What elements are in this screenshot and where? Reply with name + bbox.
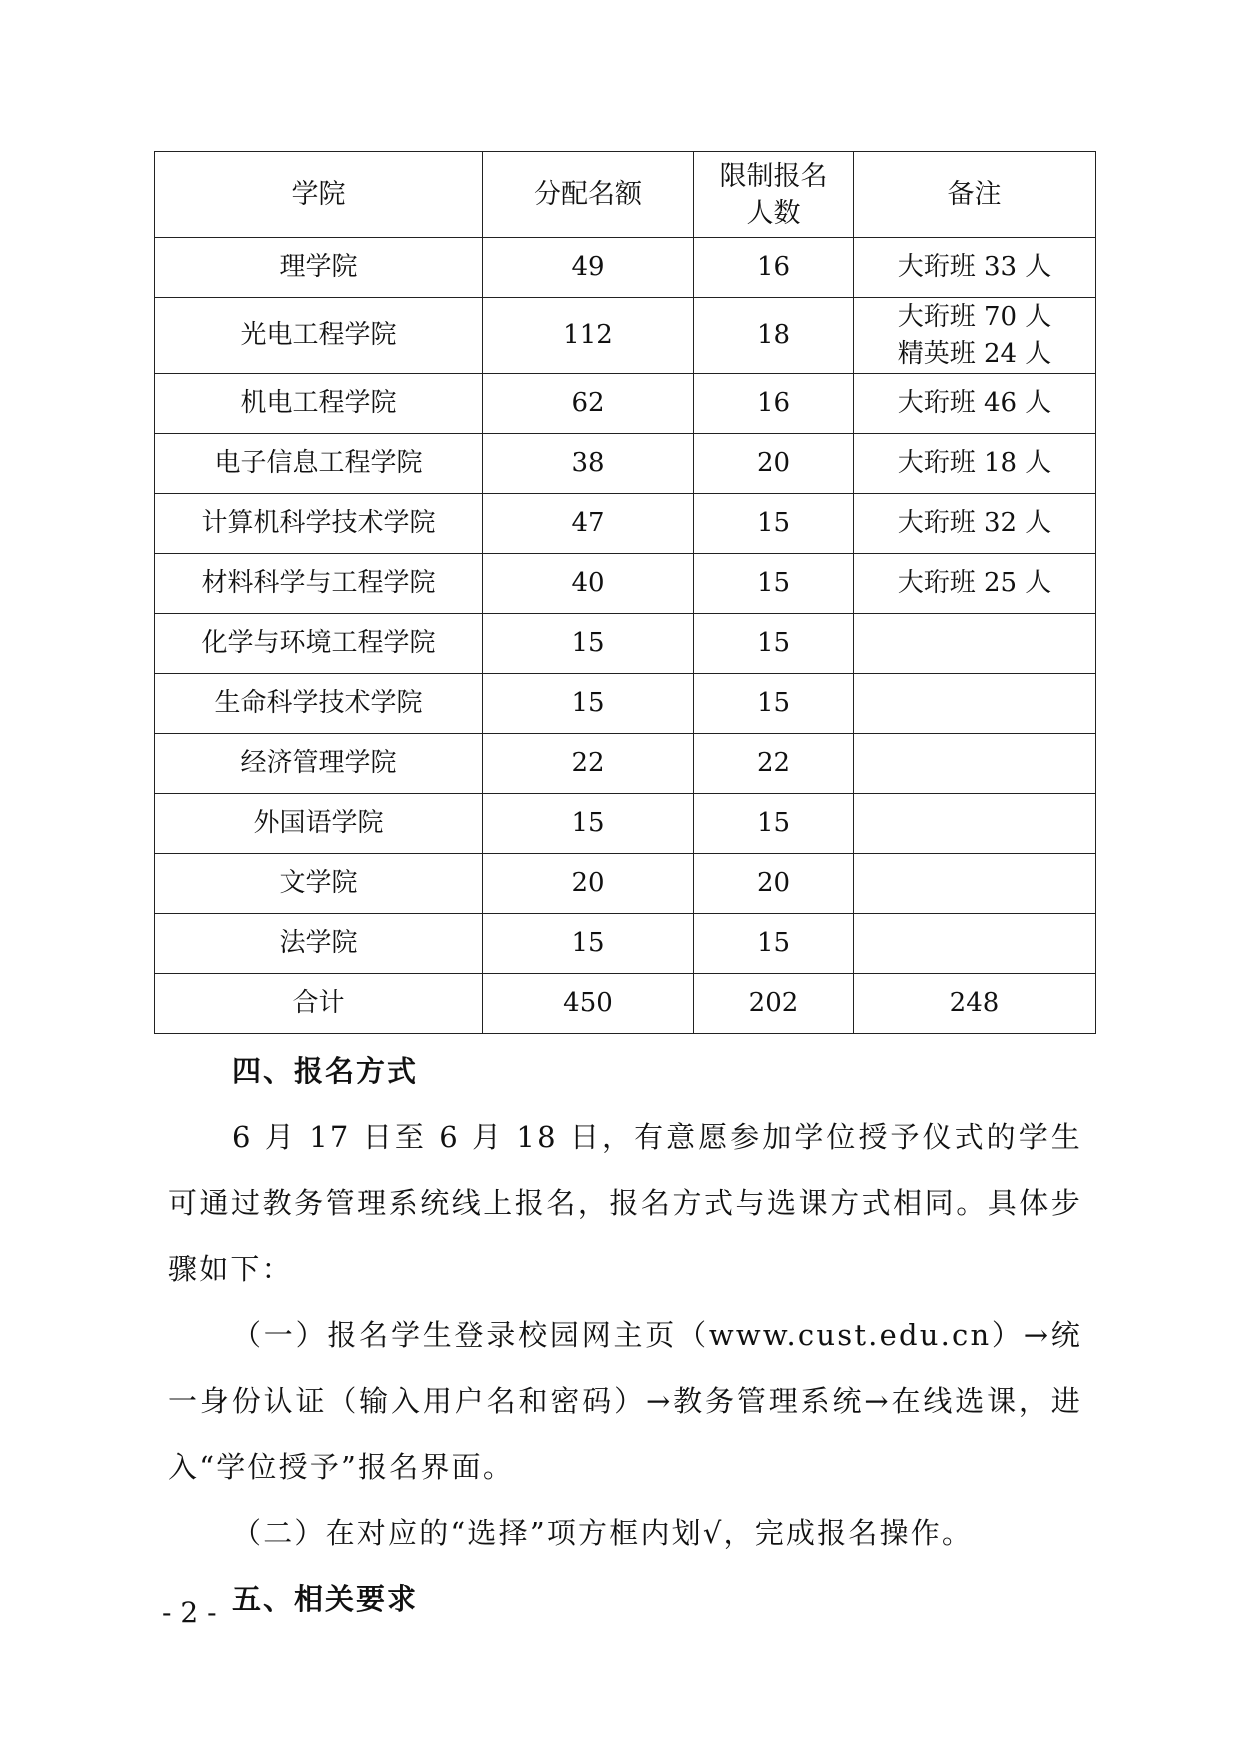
- limit-cell: 15: [694, 794, 854, 854]
- note-cell: 大珩班 18 人: [854, 434, 1096, 494]
- limit-cell: 15: [694, 614, 854, 674]
- limit-cell: 18: [694, 298, 854, 374]
- quota-cell: 47: [483, 494, 694, 554]
- note-cell: [854, 854, 1096, 914]
- college-cell: 电子信息工程学院: [155, 434, 483, 494]
- quota-cell: 20: [483, 854, 694, 914]
- table-row: [155, 794, 1096, 854]
- header-college: 学院: [155, 152, 483, 238]
- table-row: [155, 674, 1096, 734]
- limit-cell: 16: [694, 374, 854, 434]
- limit-cell: 20: [694, 434, 854, 494]
- step-two-paragraph: （二）在对应的“选择”项方框内划√，完成报名操作。: [232, 1516, 974, 1550]
- total-label-cell: 合计: [155, 974, 483, 1034]
- note-cell: [854, 674, 1096, 734]
- note-cell: [854, 914, 1096, 974]
- document-body: [168, 1038, 1082, 1632]
- quota-cell: 15: [483, 674, 694, 734]
- college-cell: 理学院: [155, 238, 483, 298]
- step-one-paragraph: （一）报名学生登录校园网主页（www.cust.edu.cn）→统一身份认证（输入用户名和密码）→教务管理系统→在线选课，进入“学位授予”报名界面。: [168, 1318, 1082, 1484]
- college-cell: 材料科学与工程学院: [155, 554, 483, 614]
- header-limit: [694, 152, 854, 238]
- limit-cell: 15: [694, 674, 854, 734]
- table-row: [155, 734, 1096, 794]
- note-line1: 大珩班 70 人: [897, 301, 1052, 332]
- limit-cell: 15: [694, 554, 854, 614]
- college-cell: 法学院: [155, 914, 483, 974]
- section4-heading: 四、报名方式: [232, 1054, 419, 1088]
- total-note-cell: 248: [854, 974, 1096, 1034]
- note-cell: 大珩班 25 人: [854, 554, 1096, 614]
- limit-cell: 15: [694, 494, 854, 554]
- table-header-row: [155, 152, 1096, 238]
- page-number: - 2 -: [162, 1596, 217, 1629]
- section4-paragraph: 6 月 17 日至 6 月 18 日，有意愿参加学位授予仪式的学生可通过教务管理系统线上报名，报名方式与选课方式相同。具体步骤如下：: [168, 1120, 1082, 1286]
- college-cell: 外国语学院: [155, 794, 483, 854]
- college-cell: 生命科学技术学院: [155, 674, 483, 734]
- section5-heading: 五、相关要求: [232, 1582, 419, 1616]
- note-cell: 大珩班 33 人: [854, 238, 1096, 298]
- quota-table: [154, 151, 1096, 1034]
- college-cell: 经济管理学院: [155, 734, 483, 794]
- college-cell: 化学与环境工程学院: [155, 614, 483, 674]
- limit-cell: 15: [694, 914, 854, 974]
- table-total-row: [155, 974, 1096, 1034]
- table-row: [155, 374, 1096, 434]
- note-cell: [854, 614, 1096, 674]
- table-row: [155, 614, 1096, 674]
- table-row: [155, 854, 1096, 914]
- college-cell: 光电工程学院: [155, 298, 483, 374]
- header-limit-line1: 限制报名: [719, 160, 828, 192]
- note-cell: [854, 794, 1096, 854]
- header-limit-line2: 人数: [746, 197, 801, 229]
- quota-cell: 38: [483, 434, 694, 494]
- limit-cell: 16: [694, 238, 854, 298]
- header-note: 备注: [854, 152, 1096, 238]
- note-line2: 精英班 24 人: [897, 338, 1052, 369]
- note-cell: [854, 298, 1096, 374]
- table-row: [155, 554, 1096, 614]
- quota-cell: 22: [483, 734, 694, 794]
- header-quota: 分配名额: [483, 152, 694, 238]
- table-row: [155, 298, 1096, 374]
- limit-cell: 22: [694, 734, 854, 794]
- quota-cell: 49: [483, 238, 694, 298]
- table-row: [155, 914, 1096, 974]
- total-quota-cell: 450: [483, 974, 694, 1034]
- quota-cell: 112: [483, 298, 694, 374]
- college-cell: 文学院: [155, 854, 483, 914]
- quota-cell: 40: [483, 554, 694, 614]
- quota-cell: 15: [483, 914, 694, 974]
- quota-cell: 15: [483, 614, 694, 674]
- table-row: [155, 238, 1096, 298]
- table-row: [155, 434, 1096, 494]
- college-cell: 机电工程学院: [155, 374, 483, 434]
- note-cell: [854, 734, 1096, 794]
- note-cell: 大珩班 46 人: [854, 374, 1096, 434]
- quota-cell: 62: [483, 374, 694, 434]
- total-limit-cell: 202: [694, 974, 854, 1034]
- note-cell: 大珩班 32 人: [854, 494, 1096, 554]
- table-row: [155, 494, 1096, 554]
- quota-cell: 15: [483, 794, 694, 854]
- limit-cell: 20: [694, 854, 854, 914]
- college-cell: 计算机科学技术学院: [155, 494, 483, 554]
